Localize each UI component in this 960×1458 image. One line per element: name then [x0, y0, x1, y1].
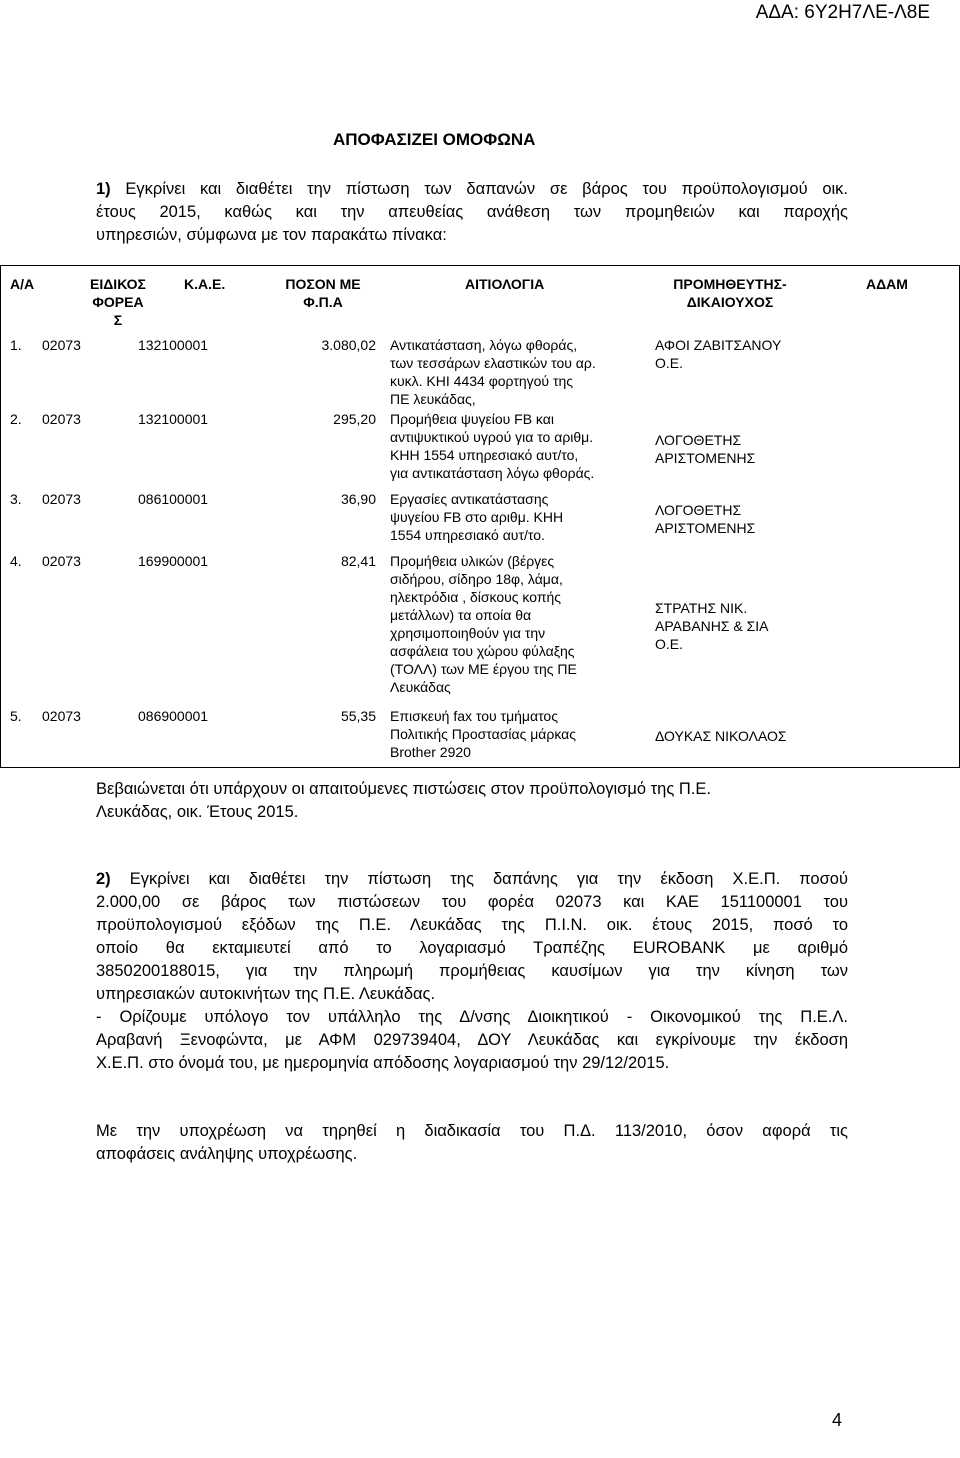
- text-line: ΣΤΡΑΤΗΣ ΝΙΚ.: [655, 600, 748, 616]
- text-line: Ο.Ε.: [655, 355, 684, 371]
- text-line: ΑΦΟΙ ΖΑΒΙΤΣΑΝΟΥ: [655, 337, 782, 353]
- row-2-amount: [264, 410, 376, 428]
- paragraph-2-line: Χ.Ε.Π. στο όνομά του, με ημερομηνία απόδοσης λογαριασμού την 29/12/2015.: [96, 1054, 670, 1072]
- ada-code: ΑΔΑ: 6Υ2Η7ΛΕ-Λ8Ε: [755, 2, 930, 23]
- row-2-aitiologia: [390, 410, 594, 482]
- text-line: ασφάλεια του χώρου φύλαξης: [390, 643, 575, 659]
- row-3-aa: 3.: [10, 491, 22, 507]
- header-line: ΠΡΟΜΗΘΕΥΤΗΣ-: [673, 276, 787, 292]
- header-poson: [277, 275, 369, 311]
- row-3-amount: [264, 490, 376, 508]
- paragraph-2-number: 2): [96, 870, 111, 888]
- text-line: ΠΕ λευκάδας,: [390, 391, 476, 407]
- row-5-foreas: 02073: [42, 708, 81, 724]
- row-4-aitiologia: [390, 552, 577, 696]
- paragraph-1-line: υπηρεσιών, σύμφωνα με τον παρακάτω πίνακα:: [96, 226, 447, 244]
- text-line: ηλεκτρόδια , δίσκους κοπής: [390, 589, 562, 605]
- text-line: Επισκευή fax του τμήματος: [390, 708, 558, 724]
- header-adam: ΑΔΑΜ: [866, 276, 908, 292]
- text-line: Ο.Ε.: [655, 636, 684, 652]
- header-kae: Κ.Α.Ε.: [184, 276, 226, 292]
- text-line: Λευκάδας: [390, 679, 451, 695]
- text-line: Εγκρίνει και διαθέτει την πίστωση της δαπάνης για την έκδοση Χ.Ε.Π. ποσού: [129, 870, 848, 888]
- row-2-foreas: 02073: [42, 411, 81, 427]
- paragraph-1-line: [96, 178, 848, 201]
- text-line: των τεσσάρων ελαστικών του αρ.: [390, 355, 596, 371]
- certification-note: [96, 778, 856, 824]
- text-line: ψυγείου FB στο αριθμ. ΚΗΗ: [390, 509, 564, 525]
- header-aa: Α/Α: [10, 276, 35, 292]
- row-4-kae: 169900001: [138, 553, 209, 569]
- header-aitiologia: ΑΙΤΙΟΛΟΓΙΑ: [465, 276, 545, 292]
- text-line: ΔΟΥΚΑΣ ΝΙΚΟΛΑΟΣ: [655, 728, 787, 744]
- row-1-aitiologia: [390, 336, 596, 408]
- paragraph-2-line: οποίο θα εκταμιευτεί από το λογαριασμό Τραπέζης EUROBANK με αριθμό: [96, 939, 848, 957]
- paragraph-2-line: [96, 868, 848, 891]
- text-line: Brother 2920: [390, 744, 471, 760]
- paragraph-2-line: προϋπολογισμού εξόδων της Π.Ε. Λευκάδας της Π.Ι.Ν. οικ. έτους 2015, ποσό το: [96, 916, 848, 934]
- paragraph-3-line: Με την υποχρέωση να τηρηθεί η διαδικασία του Π.Δ. 113/2010, όσον αφορά τις: [96, 1122, 848, 1140]
- expenses-table: [0, 265, 960, 768]
- text-line: ΑΡΙΣΤΟΜΕΝΗΣ: [655, 450, 756, 466]
- row-1-supplier: [655, 336, 781, 372]
- page-number: 4: [832, 1410, 843, 1430]
- row-5-aitiologia: [390, 707, 576, 761]
- decision-heading: ΑΠΟΦΑΣΙΖΕΙ ΟΜΟΦΩΝΑ: [333, 130, 536, 149]
- text-line: χρησιμοποιηθούν για την: [390, 625, 546, 641]
- text-line: μετάλλων) τα οποία θα: [390, 607, 532, 623]
- paragraph-2-line: - Ορίζουμε υπόλογο τον υπάλληλο της Δ/νσης Διοικητικού - Οικονομικού της Π.Ε.Λ.: [96, 1008, 848, 1026]
- text-line: κυκλ. ΚΗΙ 4434 φορτηγού της: [390, 373, 574, 389]
- row-4-amount: 82,41: [340, 553, 376, 569]
- paragraph-1: [96, 178, 848, 247]
- header-line: Φ.Π.Α: [303, 294, 343, 310]
- amount-value: 55,35: [340, 708, 376, 724]
- paragraph-2: [96, 868, 848, 1075]
- text-line: ΑΡΙΣΤΟΜΕΝΗΣ: [655, 520, 756, 536]
- text-line: Λευκάδας, οικ. Έτους 2015.: [96, 803, 299, 821]
- text-line: Προμήθεια υλικών (βέργες: [390, 553, 555, 569]
- row-2-supplier: [655, 431, 755, 467]
- text-line: ΛΟΓΟΘΕΤΗΣ: [655, 432, 742, 448]
- text-line: ΚΗΗ 1554 υπηρεσιακό αυτ/το,: [390, 447, 579, 463]
- row-3-supplier: [655, 501, 755, 537]
- amount-value: 295,20: [333, 411, 376, 427]
- row-5-kae: 086900001: [138, 708, 209, 724]
- header-line: ΕΙΔΙΚΟΣ: [90, 276, 146, 292]
- text-line: ΑΡΑΒΑΝΗΣ & ΣΙΑ: [655, 618, 769, 634]
- header-promitheftis: [650, 275, 810, 311]
- row-1-kae: 132100001: [138, 337, 209, 353]
- text-line: Εγκρίνει και διαθέτει την πίστωση των δαπανών σε βάρος του προϋπολογισμού οικ.: [125, 180, 848, 198]
- paragraph-1-number: 1): [96, 180, 111, 198]
- paragraph-2-line: Αραβανή Ξενοφώντα, με ΑΦΜ 029739404, ΔΟΥ Λευκάδας και εγκρίνουμε την έκδοση: [96, 1031, 848, 1049]
- text-line: Προμήθεια ψυγείου FB και: [390, 411, 554, 427]
- row-4-supplier: [655, 599, 769, 653]
- text-line: σιδήρου, σίδηρο 18φ, λάμα,: [390, 571, 563, 587]
- paragraph-3-line: αποφάσεις ανάληψης υποχρέωσης.: [96, 1145, 358, 1163]
- row-3-kae: 086100001: [138, 491, 209, 507]
- paragraph-2-line: υπηρεσιακών αυτοκινήτων της Π.Ε. Λευκάδας.: [96, 985, 436, 1003]
- text-line: ΛΟΓΟΘΕΤΗΣ: [655, 502, 742, 518]
- row-2-aa: 2.: [10, 411, 22, 427]
- text-line: (ΤΟΛΛ) των ΜΕ έργου της ΠΕ: [390, 661, 577, 677]
- header-line: ΠΟΣΟΝ ΜΕ: [285, 276, 361, 292]
- row-4-aa: 4.: [10, 553, 22, 569]
- header-line: ΔΙΚΑΙΟΥΧΟΣ: [686, 294, 774, 310]
- text-line: αντιψυκτικού υγρού για το αριθμ.: [390, 429, 594, 445]
- header-line: ΦΟΡΕΑ: [92, 294, 144, 310]
- text-line: Πολιτικής Προστασίας μάρκας: [390, 726, 577, 742]
- paragraph-2-line: 3850200188015, για την πληρωμή προμήθειας καυσίμων για την κίνηση των: [96, 962, 848, 980]
- row-5-amount: [264, 707, 376, 725]
- row-4-foreas: 02073: [42, 553, 81, 569]
- amount-value: 36,90: [340, 491, 376, 507]
- row-3-foreas: 02073: [42, 491, 81, 507]
- row-5-aa: 5.: [10, 708, 22, 724]
- text-line: Βεβαιώνεται ότι υπάρχουν οι απαιτούμενες πιστώσεις στον προϋπολογισμό της Π.Ε.: [96, 780, 711, 798]
- row-1-foreas: 02073: [42, 337, 81, 353]
- paragraph-2-line: 2.000,00 σε βάρος των πιστώσεων του φορέα 02073 και ΚΑΕ 151100001 του: [96, 893, 848, 911]
- row-5-supplier: [655, 727, 787, 745]
- text-line: Εργασίες αντικατάστασης: [390, 491, 549, 507]
- text-line: για αντικατάσταση λόγω φθοράς.: [390, 465, 595, 481]
- header-eidikos-foreas: [74, 275, 162, 329]
- row-3-aitiologia: [390, 490, 563, 544]
- row-1-aa: 1.: [10, 337, 22, 353]
- amount-value: 3.080,02: [321, 337, 376, 353]
- text-line: 1554 υπηρεσιακό αυτ/το.: [390, 527, 545, 543]
- paragraph-3: [96, 1120, 848, 1166]
- text-line: Αντικατάσταση, λόγω φθοράς,: [390, 337, 578, 353]
- row-2-kae: 132100001: [138, 411, 209, 427]
- row-1-amount: [264, 336, 376, 354]
- paragraph-1-line: έτους 2015, καθώς και την απευθείας ανάθεση των προμηθειών και παροχής: [96, 203, 848, 221]
- header-line: Σ: [113, 312, 123, 328]
